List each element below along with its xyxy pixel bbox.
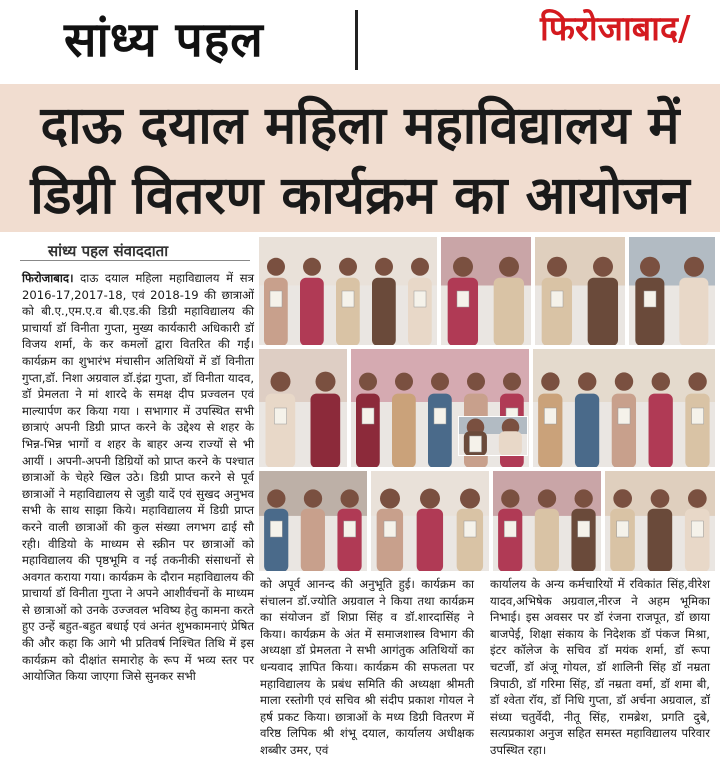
- event-photo: [370, 470, 490, 572]
- event-photo: [604, 470, 716, 572]
- masthead-divider: [355, 10, 358, 70]
- article-text-1: दाऊ दयाल महिला महाविद्यालय में सत्र 2016-17,2017-18, एवं 2018-19 की छात्राओं को बी.ए.,एम.ए.व बी.एड.की डिग्री महाविद्यालय की प्राचार्या डॉ विनीता गुप्ता, मुख्य कार्यकारी अधिकारी डॉ विजय शर्मा, के कर कमलों द्वारा वितरित की गईं। कार्यक्रम का शुभारंभ मंचासीन अतिथियों में डॉ विनीता गुप्ता,डॉ. निशा अग्रवाल डॉ.इंद्रा गुप्ता, डॉ विनीता यादव, डॉ प्रेमलता ने मां शारदे के समक्ष दीप प्रज्वलन एवं माल्यार्पण कर किया गया । सभागार में उपस्थित सभी छात्राएं अपनी डिग्री प्राप्त करने के उद्देश्य से शहर के भिन्न-भिन्न भागों व शहर के बाहर अन्य राज्यों से भी आयीं । अपनी-अपनी डिग्रियों को प्राप्त करने के पश्चात छात्राओं के चेहरे खिल उठे। डिग्री प्राप्त करने से पूर्व छात्राओं ने महाविद्यालय से जुड़ी यादें एवं सुखद अनुभव सभी के साथ साझा किये। महाविद्यालय में डिग्री प्राप्त करने वाली छात्राओं की कुल संख्या लगभग ढाई सौ रही। वीडियो के माध्यम से स्क्रीन पर छात्राओं को महाविद्यालय की पृष्ठभूमि व नई तकनीकी संसाधनों से अवगत कराया गया। कार्यक्रम के दौरान महाविद्यालय की प्राचार्या डॉ विनीता गुप्ता ने अपने आशीर्वचनों के माध्यम से छात्राओं को उनके उज्जवल भविष्य हेतु कामना करते हुए उन्हें बहुत-बहुत बधाई एवं अनंत शुभकामनाएं प्रेषित की और कहा कि आगे भी प्रतिवर्ष निश्चित तिथि में इस कार्यक्रम को दीक्षांत समारोह के रूप में भव्य स्तर पर आयोजित किया जाएगा जिसे सुनकर सभी: [22, 271, 254, 684]
- byline-rule: [20, 260, 250, 261]
- headline-line-2: डिग्री वितरण कार्यक्रम का आयोजन: [30, 166, 690, 226]
- event-photo: [258, 470, 368, 572]
- article-text-3: कार्यालय के अन्य कर्मचारियों में रविकांत सिंह,वीरेश यादव,अभिषेक अग्रवाल,नीरज ने अहम भूमिका निभाई। इस अवसर पर डॉ रंजना राजपूत, डॉ छाया बाजपेई, शिक्षा संकाय के निदेशक डॉ पंकज मिश्रा, इंटर कॉलेज के सचिव डॉ मयंक शर्मा, डॉ रूपा चटर्जी, डॉ अंजू गोयल, डॉ शालिनी सिंह डॉ नम्रता त्रिपाठी, डॉ गरिमा सिंह, डॉ नम्रता वर्मा, डॉ शमा बी, डॉ श्वेता रॉय, डॉ निधि गुप्ता, डॉ अर्चना अग्रवाल, डॉ संध्या चतुर्वेदी, नीतू सिंह, रामब्रेश, प्रगति दुबे, सत्यप्रकाश अनुज सहित समस्त महाविद्यालय परिवार उपस्थित रहा।: [490, 577, 710, 757]
- photo-collage: [258, 236, 716, 572]
- byline: सांध्य पहल संवाददाता: [48, 242, 169, 260]
- event-photo: [532, 348, 716, 468]
- masthead: [0, 0, 720, 82]
- article-text-2: को अपूर्व आनन्द की अनुभूति हुई। कार्यक्रम का संचालन डॉ.ज्योति अग्रवाल ने किया तथा कार्यक्रम का संयोजन डॉ शिप्रा सिंह व डॉ.शारदासिंह ने किया। कार्यक्रम के अंत में समाजशास्त्र विभाग की अध्यक्षा डॉ प्रेमलता ने सभी आगंतुक अतिथियों का धन्यवाद ज्ञापित किया। कार्यक्रम की सफलता पर महाविद्यालय के प्रबंध समिति की अध्यक्षा श्रीमती माला रस्तोगी एवं सचिव श्री संदीप प्रकाश गोयल ने हर्ष प्रकट किया। छात्राओं के मध्य डिग्री वितरण में वरिष्ठ लिपिक श्री शंभू दयाल, कार्यालय अधीक्षक शब्बीर उमर, एवं: [260, 577, 474, 757]
- event-photo: [458, 416, 528, 456]
- article-column-3: [490, 576, 710, 780]
- event-photo: [440, 236, 532, 346]
- event-photo: [258, 236, 438, 346]
- dateline: फिरोजाबाद।: [22, 271, 74, 285]
- event-photo: [628, 236, 716, 346]
- paper-name: सांध्य पहल: [64, 12, 264, 68]
- event-photo: [492, 470, 602, 572]
- article-column-2: [260, 576, 474, 780]
- event-photo: [534, 236, 626, 346]
- article-column-1: [22, 270, 254, 780]
- city-label: फिरोजाबाद/: [540, 9, 691, 49]
- headline-line-1: दाऊ दयाल महिला महाविद्यालय में: [40, 96, 680, 156]
- event-photo: [258, 348, 348, 468]
